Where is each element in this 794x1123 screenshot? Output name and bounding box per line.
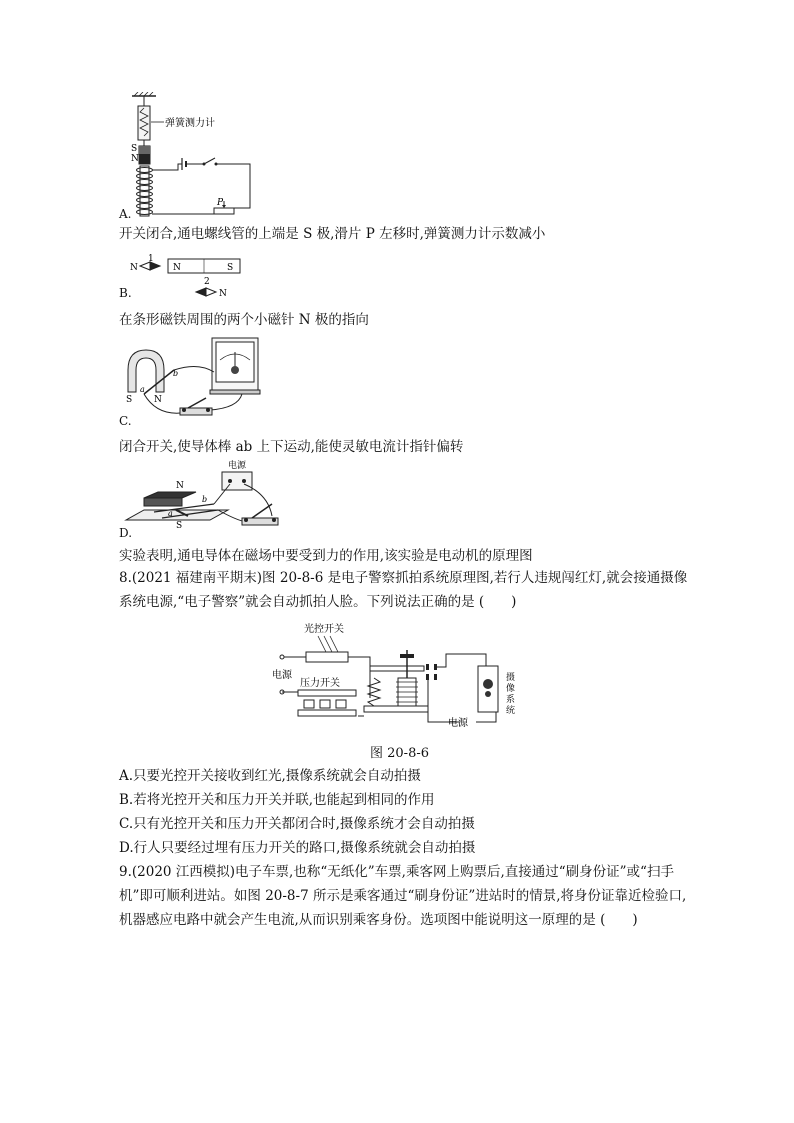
label-n: N [176,481,184,491]
label-spring-scale: 弹簧测力计 [165,118,215,129]
label-camera-1: 摄 [506,673,516,683]
label-power-left: 电源 [272,670,292,681]
figure-20-8-6-caption: 图 20-8-6 [370,746,430,761]
label-b: b [202,495,208,504]
figure-c-generator [118,332,268,422]
option-a-letter: A. [119,207,132,221]
q8-option-a: A.只要光控开关接收到红光,摄像系统就会自动拍摄 [119,768,421,784]
option-a-text: 开关闭合,通电螺线管的上端是 S 极,滑片 P 左移时,弹簧测力计示数减小 [119,226,546,242]
option-c-text: 闭合开关,使导体棒 ab 上下运动,能使灵敏电流计指针偏转 [119,439,464,455]
option-c-letter: C. [119,414,132,428]
question-8-stem: 8.(2021 福建南平期末)图 20-8-6 是电子警察抓拍系统原理图,若行人违规闯红灯,就会接通摄像系统电源,“电子警察”就会自动抓拍人脸。下列说法正确的是 ( ) [119,570,688,610]
needle1-number: 1 [148,254,154,264]
label-a: a [168,509,173,518]
label-camera-2: 像 [506,684,516,694]
figure-d-motor [118,458,288,534]
label-a: a [140,385,145,394]
q8-option-c: C.只有光控开关和压力开关都闭合时,摄像系统才会自动拍摄 [119,816,475,832]
label-s: S [126,395,133,405]
q8-option-d: D.行人只要经过埋有压力开关的路口,摄像系统就会自动拍摄 [119,840,476,856]
label-camera-4: 统 [506,706,516,716]
q8-option-b: B.若将光控开关和压力开关并联,也能起到相同的作用 [119,792,435,808]
label-light-switch: 光控开关 [304,624,344,635]
option-b-letter: B. [119,286,132,300]
figure-a-solenoid [118,92,268,218]
option-d-letter: D. [119,526,133,540]
label-n-pole: N [131,154,139,164]
option-d-text: 实验表明,通电导体在磁场中要受到力的作用,该实验是电动机的原理图 [119,548,533,564]
label-pressure-switch: 压力开关 [300,678,340,689]
label-power: 电源 [228,461,247,471]
option-b-text: 在条形磁铁周围的两个小磁针 N 极的指向 [119,312,369,328]
needle1-n: N [130,263,138,273]
label-s: S [176,521,183,531]
figure-20-8-6 [270,620,530,730]
magnet-s: S [227,263,234,273]
label-b: b [173,369,179,378]
label-camera-3: 系 [506,695,516,705]
label-power-bottom: 电源 [448,718,468,729]
question-9-stem: 9.(2020 江西模拟)电子车票,也称“无纸化”车票,乘客网上购票后,直接通过“刷身份证”或“扫手机”即可顺利进站。如图 20-8-7 所示是乘客通过“刷身份证”进站时的情景,将身份证靠近检验口,机器感应电路中就会产生电流,从而识别乘客身份。选项图中能说明这一原理的是 ( ) [119,864,687,928]
figure-b-bar-magnet [130,252,250,300]
label-n: N [154,395,162,405]
needle2-n: N [219,289,227,299]
label-s-pole: S [131,144,138,154]
needle2-number: 2 [204,277,210,287]
label-p-slider: P [217,198,224,208]
magnet-n: N [173,263,181,273]
